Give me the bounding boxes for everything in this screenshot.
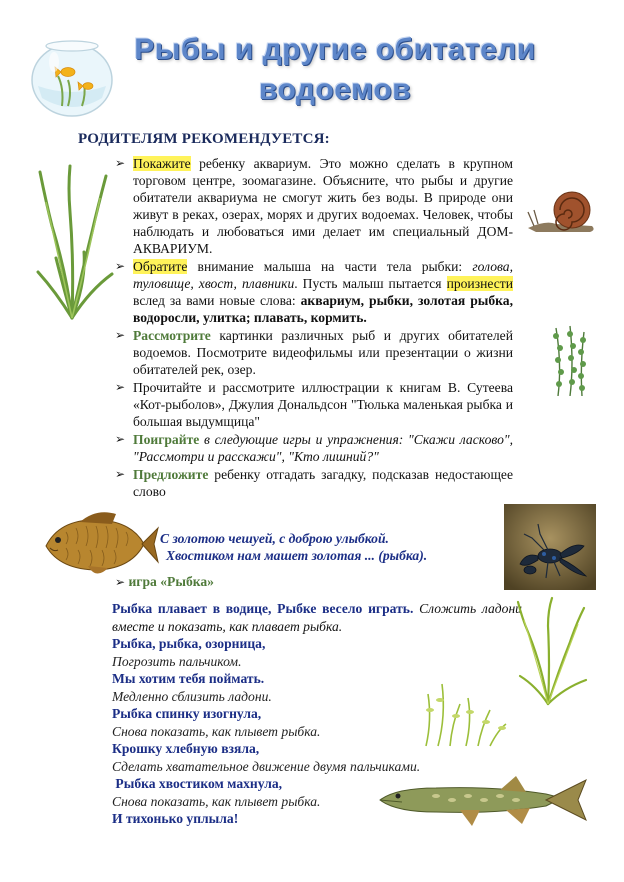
bullet-arrow-icon: ➢ (115, 467, 126, 481)
bullet-arrow-icon: ➢ (115, 328, 126, 342)
riddle-text (160, 530, 490, 564)
aquatic-plant-illustration (548, 324, 590, 396)
reeds-illustration (508, 596, 592, 706)
list-item: ➢ Прочитайте и рассмотрите иллюстрации к книгам В. Сутеева «Кот-рыболов», Джулия Дональдсон "Тюлька маленькая рыбка и большая выдумщица" (115, 380, 513, 429)
crayfish-photo (504, 504, 596, 590)
poem-line: Снова показать, как плывет рыбка. (112, 723, 321, 739)
poem-line: Рыбка спинку изогнула, (112, 706, 262, 721)
seaweed-illustration (26, 162, 118, 320)
bullet-arrow-icon: ➢ (115, 575, 126, 589)
bullet-arrow-icon: ➢ (115, 380, 126, 394)
poem-line: Рыбка, рыбка, озорница, (112, 636, 266, 651)
poem-line: Рыбка хвостиком махнула, (112, 776, 283, 791)
bullet-arrow-icon: ➢ (115, 156, 126, 170)
poem-line: Снова показать, как плывет рыбка. (112, 793, 321, 809)
poem-line: Крошку хлебную взяла, (112, 741, 260, 756)
poem-line: Медленно сблизить ладони. (112, 688, 272, 704)
bullet-arrow-icon: ➢ (115, 432, 126, 446)
carp-illustration (36, 508, 160, 582)
game-title: игра «Рыбка» (128, 574, 214, 589)
list-item: ➢ Покажите ребенку аквариум. Это можно сделать в крупном торговом центре, зоомагазине. Объясните, что рыбы и другие обитатели аквариума не смогут жить без воды. В природе они живут в реках, озерах, морях и других водоемах. Человек, чтобы наблюдать и любоваться ими делает им специальный ДОМ- АКВАРИУМ. (115, 156, 513, 256)
section-heading: РОДИТЕЛЯМ РЕКОМЕНДУЕТСЯ: (78, 131, 330, 147)
game-label (115, 574, 214, 590)
poem-line: Сделать хватательное движение двумя пальчиками. (112, 758, 421, 774)
pike-illustration (376, 766, 592, 834)
snail-illustration (526, 182, 598, 236)
recommendations-list (115, 155, 513, 501)
poem-line: Погрозить пальчиком. (112, 653, 242, 669)
list-item: ➢ Предложите ребенку отгадать загадку, подсказав недостающее слово (115, 467, 513, 499)
list-item: ➢ Поиграйте в следующие игры и упражнения: "Скажи ласково", "Рассмотри и расскажи", "Кто лишний?" (115, 432, 513, 464)
riddle-line-2: Хвостиком нам машет золотая ... (рыбка). (166, 548, 428, 563)
riddle-line-1: С золотою чешуей, с доброю улыбкой. (160, 531, 389, 546)
page-title (100, 30, 570, 110)
list-item: ➢ Рассмотрите картинки различных рыб и других обитателей водоемов. Посмотрите видеофильмы или презентации о жизни обитателей рек, озер. (115, 328, 513, 377)
poem-line: Рыбка плавает в водице, Рыбке весело играть. Сложить ладони вместе и показать, как плавает рыбка. (112, 601, 522, 634)
water-weeds-illustration (416, 670, 516, 750)
page-title-line-2: водоемов (258, 73, 412, 106)
page-title-line-1: Рыбы и другие обитатели (134, 33, 536, 66)
list-item: ➢ Обратите внимание малыша на части тела рыбки: голова, туловище, хвост, плавники. Пусть малыш пытается произнести вслед за вами новые слова: аквариум, рыбки, золотая рыбка, водоросли, улитка; плавать, кормить. (115, 259, 513, 325)
poem-line: Мы хотим тебя поймать. (112, 671, 265, 686)
poem-line: И тихонько уплыла! (112, 811, 239, 826)
bullet-arrow-icon: ➢ (115, 259, 126, 273)
